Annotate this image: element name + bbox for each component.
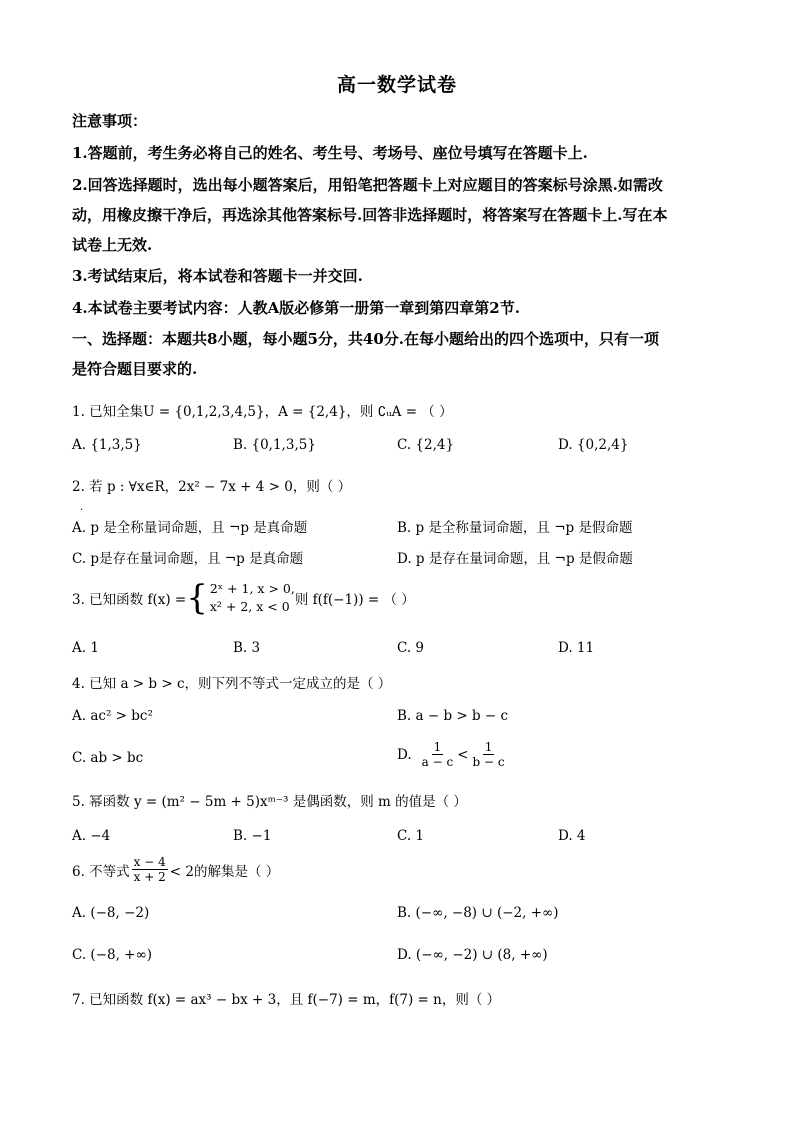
question-3-prefix: 3. 已知函数 f(x) = (72, 592, 187, 608)
notice-line-2a: 2.回答选择题时，选出每小题答案后，用铅笔把答题卡上对应题目的答案标号涂黑.如需改 (72, 176, 663, 194)
stray-dot: . (80, 502, 84, 513)
question-1-stem: 1. 已知全集U = {0,1,2,3,4,5}，A = {2,4}，则 ∁ᵤA = （ ） (72, 404, 453, 420)
question-2-option-d: D. p 是存在量词命题，且 ¬p 是假命题 (397, 551, 633, 567)
question-2-option-a: A. p 是全称量词命题，且 ¬p 是真命题 (72, 520, 308, 536)
question-6-option-b: B. (−∞, −8) ∪ (−2, +∞) (397, 905, 559, 921)
question-6-suffix: < 2的解集是（ ） (169, 863, 280, 880)
notice-line-2c: 试卷上无效. (72, 236, 153, 254)
question-4-option-d (397, 740, 509, 769)
notice-line-3: 3.考试结束后，将本试卷和答题卡一并交回. (72, 267, 363, 285)
fraction-2-numerator: 1 (484, 740, 493, 754)
notice-line-1: 1.答题前，考生务必将自己的姓名、考生号、考场号、座位号填写在答题卡上. (72, 144, 588, 162)
question-3-stem (72, 580, 415, 616)
question-4-option-b: B. a − b > b − c (397, 708, 509, 724)
question-6-numerator: x − 4 (133, 855, 166, 869)
question-4-option-d-label: D. (397, 746, 412, 763)
fraction-2 (471, 740, 507, 769)
question-3-suffix: 则 f(f(−1)) = （ ） (294, 592, 415, 608)
question-6-stem (72, 855, 279, 884)
question-3-option-d: D. 11 (558, 640, 595, 656)
question-1-option-c: C. {2,4} (397, 437, 455, 453)
question-1-option-b: B. {0,1,3,5} (233, 437, 316, 453)
question-2-option-c: C. p是存在量词命题，且 ¬p 是真命题 (72, 551, 304, 567)
question-6-option-d: D. (−∞, −2) ∪ (8, +∞) (397, 947, 548, 963)
fraction-1 (420, 740, 456, 769)
fraction-1-numerator: 1 (433, 740, 442, 754)
question-2-option-b: B. p 是全称量词命题，且 ¬p 是假命题 (397, 520, 633, 536)
fraction-1-denominator: a − c (421, 755, 454, 769)
question-3-option-c: C. 9 (397, 640, 425, 656)
notice-line-4: 4.本试卷主要考试内容：人教A版必修第一册第一章到第四章第2节. (72, 299, 520, 317)
section-heading-1: 一、选择题：本题共8小题，每小题5分，共40分.在每小题给出的四个选项中，只有一项 (72, 330, 659, 348)
question-1-option-d: D. {0,2,4} (558, 437, 629, 453)
question-5-stem: 5. 幂函数 y = (m² − 5m + 5)xᵐ⁻³ 是偶函数，则 m 的值是（ ） (72, 794, 467, 810)
question-1-option-a: A. {1,3,5} (72, 437, 142, 453)
question-5-option-a: A. −4 (72, 828, 111, 844)
question-4-option-a: A. ac² > bc² (72, 708, 153, 724)
page-title: 高一数学试卷 (336, 74, 457, 96)
piecewise-case-1: 2ˣ + 1, x > 0, (209, 581, 295, 596)
piecewise-case-2: x² + 2, x < 0 (209, 599, 290, 614)
question-6-option-a: A. (−8, −2) (72, 905, 150, 921)
question-5-option-b: B. −1 (233, 828, 272, 844)
fraction-2-denominator: b − c (472, 755, 505, 769)
question-7-stem: 7. 已知函数 f(x) = ax³ − bx + 3，且 f(−7) = m，f(7) = n，则（ ） (72, 992, 501, 1008)
section-heading-2: 是符合题目要求的. (72, 360, 198, 378)
notice-line-2b: 动，用橡皮擦干净后，再选涂其他答案标号.回答非选择题时，将答案写在答题卡上.写在本 (72, 206, 668, 224)
question-6-option-c: C. (−8, +∞) (72, 947, 153, 963)
question-4-stem: 4. 已知 a > b > c，则下列不等式一定成立的是（ ） (72, 676, 392, 692)
notice-heading: 注意事项： (72, 112, 148, 130)
question-6-fraction (132, 855, 168, 884)
question-4-option-d-relation: < (457, 746, 469, 763)
question-5-option-d: D. 4 (558, 828, 586, 844)
question-4-option-c: C. ab > bc (72, 750, 144, 766)
question-5-option-c: C. 1 (397, 828, 425, 844)
question-6-prefix: 6. 不等式 (72, 863, 130, 880)
question-6-denominator: x + 2 (133, 870, 166, 884)
piecewise-function (186, 580, 295, 616)
left-brace-icon: { (186, 578, 208, 618)
question-2-stem: 2. 若 p : ∀x∈R，2x² − 7x + 4 > 0，则（ ） (72, 479, 352, 495)
question-3-option-b: B. 3 (233, 640, 261, 656)
question-3-option-a: A. 1 (72, 640, 99, 656)
